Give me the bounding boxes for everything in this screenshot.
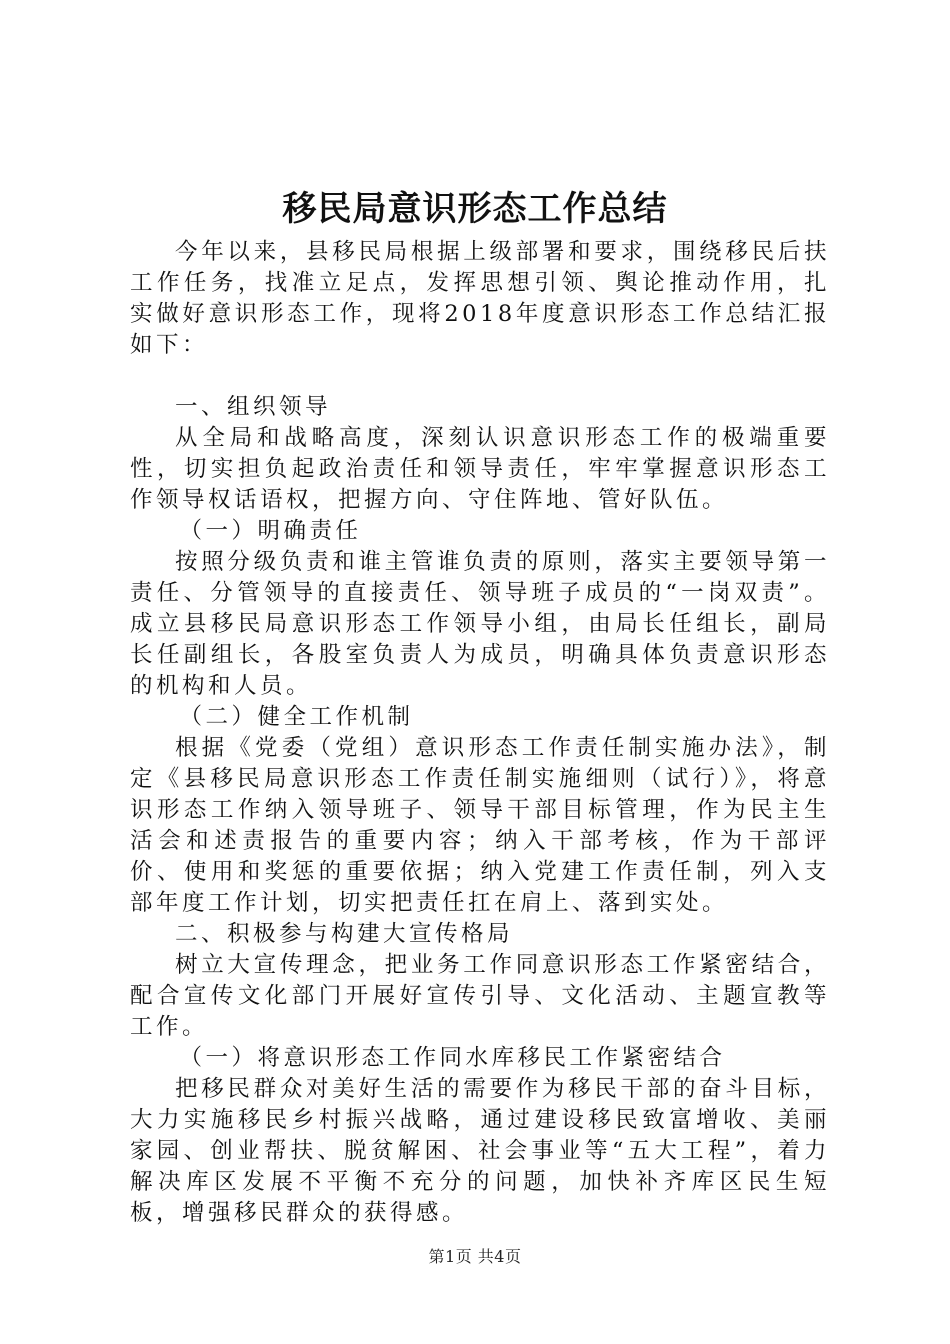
subsection-heading: （二）健全工作机制 (179, 704, 414, 730)
subsection-paragraph: 把移民群众对美好生活的需要作为移民干部的奋斗目标，大力实施移民乡村振兴战略，通过建设移民致富增收、美丽家园、创业帮扶、脱贫解困、社会事业等“五大工程”，着力解决库区发展不平衡不充分的问题，加快补齐库区民生短板，增强移民群众的获得感。 (130, 1076, 830, 1226)
section-paragraph: 从全局和战略高度，深刻认识意识形态工作的极端重要性，切实担负起政治责任和领导责任，牢牢掌握意识形态工作领导权话语权，把握方向、守住阵地、管好队伍。 (130, 425, 830, 513)
document-body (130, 237, 830, 1229)
page-title: 移民局意识形态工作总结 (282, 189, 668, 229)
subsection-heading: （一）明确责任 (179, 518, 362, 544)
intro-paragraph: 今年以来，县移民局根据上级部署和要求，围绕移民后扶工作任务，找准立足点，发挥思想引领、舆论推动作用，扎实做好意识形态工作，现将2018年度意识形态工作总结汇报如下： (130, 239, 830, 358)
section-paragraph: 树立大宣传理念，把业务工作同意识形态工作紧密结合，配合宣传文化部门开展好宣传引导、文化活动、主题宣教等工作。 (130, 952, 830, 1040)
page-footer: 第1页 共4页 (428, 1247, 522, 1266)
paragraph-gap (130, 361, 830, 392)
section-heading: 二、积极参与构建大宣传格局 (175, 921, 514, 947)
section-heading: 一、组织领导 (175, 394, 332, 420)
subsection-paragraph: 根据《党委（党组）意识形态工作责任制实施办法》，制定《县移民局意识形态工作责任制实施细则（试行）》，将意识形态工作纳入领导班子、领导干部目标管理，作为民主生活会和述责报告的重要内容；纳入干部考核，作为干部评价、使用和奖惩的重要依据；纳入党建工作责任制，列入支部年度工作计划，切实把责任扛在肩上、落到实处。 (130, 735, 830, 916)
subsection-heading: （一）将意识形态工作同水库移民工作紧密结合 (179, 1045, 726, 1071)
subsection-paragraph: 按照分级负责和谁主管谁负责的原则，落实主要领导第一责任、分管领导的直接责任、领导班子成员的“一岗双责”。成立县移民局意识形态工作领导小组，由局长任组长，副局长任副组长，各股室负责人为成员，明确具体负责意识形态的机构和人员。 (130, 549, 830, 699)
